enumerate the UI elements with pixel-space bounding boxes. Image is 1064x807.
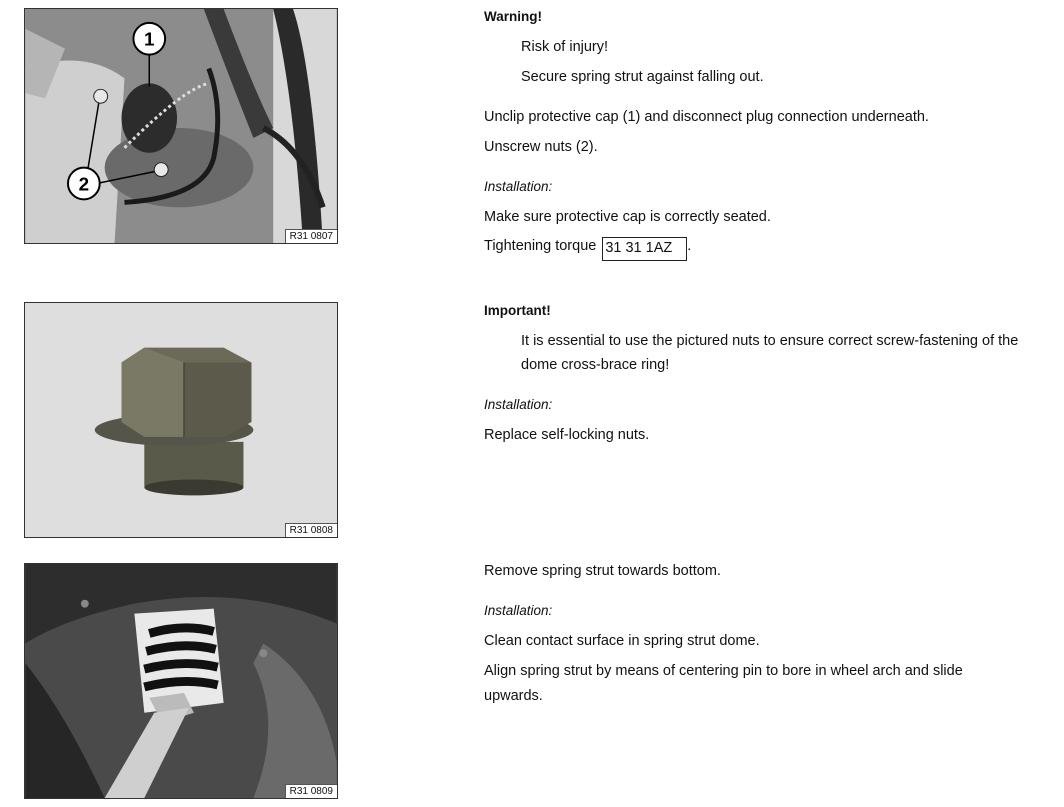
install-align-line-2: upwards. [484, 688, 543, 704]
torque-reference-link[interactable]: 31 31 1AZ [602, 237, 687, 261]
install-clean-surface: Clean contact surface in spring strut dome. [484, 633, 760, 649]
engine-bay-illustration [25, 9, 337, 243]
callout-1-label: 1 [144, 28, 155, 50]
install-align-line-1: Align spring strut by means of centering pin to bore in wheel arch and slide [484, 663, 963, 679]
important-line-1: It is essential to use the pictured nuts to ensure correct screw-fastening of the [521, 333, 1019, 349]
install-cap-seated: Make sure protective cap is correctly seated. [484, 209, 771, 225]
warning-title: Warning! [484, 9, 542, 24]
step-unclip-cap: Unclip protective cap (1) and disconnect plug connection underneath. [484, 109, 929, 125]
warning-line-1: Risk of injury! [521, 39, 609, 55]
important-title: Important! [484, 303, 551, 318]
figure-1-image [24, 8, 338, 244]
figure-1-code: R31 0807 [285, 229, 337, 243]
figure-3-code: R31 0809 [285, 784, 337, 798]
figure-3-image [24, 563, 338, 799]
spring-strut-illustration [25, 564, 337, 798]
step-remove-strut: Remove spring strut towards bottom. [484, 563, 721, 579]
important-line-2: dome cross-brace ring! [521, 357, 670, 373]
installation-label-3: Installation: [484, 603, 553, 618]
figure-2-image [24, 302, 338, 538]
nut-illustration [25, 303, 337, 537]
torque-label: Tightening torque [484, 238, 597, 254]
installation-label-2: Installation: [484, 397, 553, 412]
step-unscrew-nuts: Unscrew nuts (2). [484, 139, 598, 155]
torque-suffix: . [687, 238, 692, 254]
install-replace-nuts: Replace self-locking nuts. [484, 427, 650, 443]
installation-label-1: Installation: [484, 179, 553, 194]
tightening-torque-row [484, 237, 691, 261]
callout-2-label: 2 [78, 173, 90, 195]
warning-line-2: Secure spring strut against falling out. [521, 69, 764, 85]
figure-2-code: R31 0808 [285, 523, 337, 537]
